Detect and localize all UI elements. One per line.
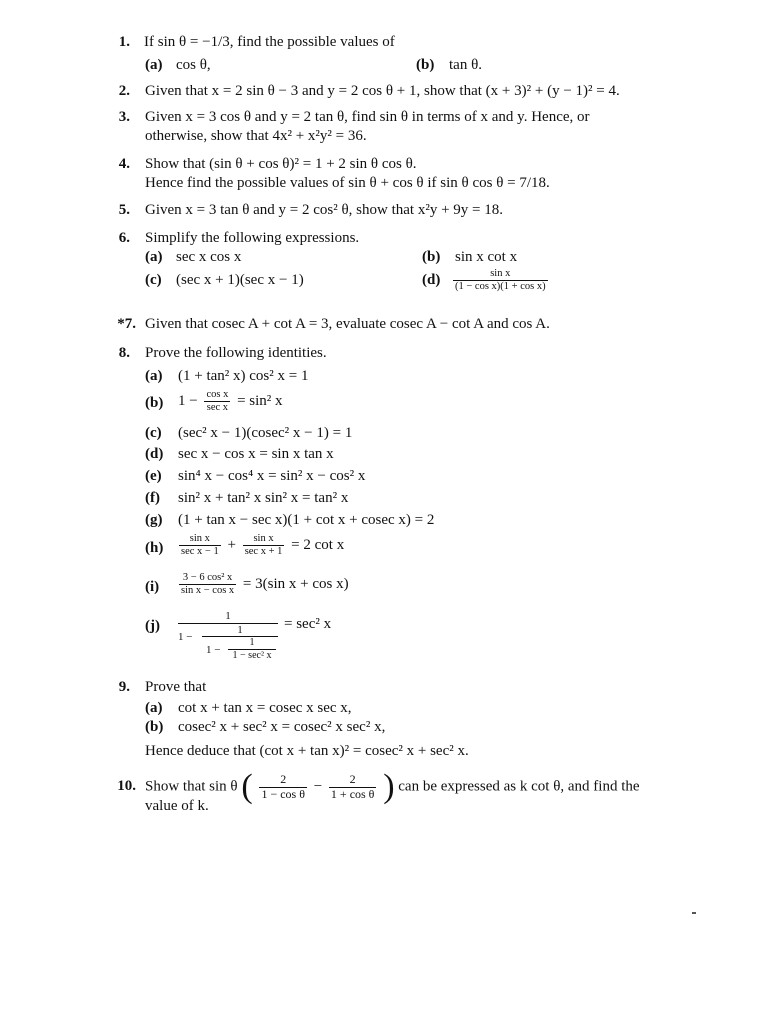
part-label: (j) [145,618,160,634]
fraction-numerator: sin x [189,533,210,544]
expr-suffix: can be expressed as k cot θ, and find the [398,778,640,795]
fraction-numerator: sin x [253,533,274,544]
part-text: cot x + tan x = cosec x sec x, [178,700,352,716]
exercise-text: Given x = 3 tan θ and y = 2 cos² θ, show that x²y + 9y = 18. [145,202,504,218]
exercise-number: 9. [118,679,130,695]
exercise-number: 3. [118,109,130,125]
left-paren: ( [241,768,253,805]
fraction-denominator: sin x − cos x [181,585,235,597]
part-label: (c) [145,425,162,441]
part-label: (g) [145,512,163,528]
fraction-denominator: sec x [204,401,230,414]
fraction-numerator: sin x [490,268,511,279]
stray-mark [692,912,696,914]
part-text: sec x − cos x = sin x tan x [178,446,334,462]
expr-suffix: = 3(sin x + cos x) [242,576,349,592]
fraction-denominator: 1 − cos θ [261,786,305,801]
part-expression [178,389,283,414]
part-expression [176,533,344,558]
part-text: sin⁴ x − cos⁴ x = sin² x − cos² x [178,468,366,484]
part-label: (b) [416,57,435,73]
exercise-text: Prove the following identities. [145,345,327,361]
exercise-text: Given that x = 2 sin θ − 3 and y = 2 cos θ + 1, show that (x + 3)² + (y − 1)² = 4. [145,83,620,99]
part-label: (a) [145,368,163,384]
exercise-text: Given that cosec A + cot A = 3, evaluate cosec A − cot A and cos A. [145,316,550,332]
exercise-number: 10. [117,778,136,794]
minus-prefix: 1 − [206,644,221,657]
fraction-numerator: 3 − 6 cos² x [182,572,233,583]
exercise-number: 2. [118,83,130,99]
right-paren: ) [383,768,395,805]
part-label: (b) [145,395,164,411]
inner-denominator: 1 − sec² x [228,649,276,662]
exercise-number: 6. [118,230,130,246]
part-label: (b) [145,719,164,735]
part-label: (d) [145,446,164,462]
fraction-denominator: sec x − 1 [181,546,219,558]
expr-suffix: = sin² x [237,393,283,409]
part-label: (h) [145,540,164,556]
exercise-number: 4. [118,156,130,172]
hence-text: Hence deduce that (cot x + tan x)² = cosec² x + sec² x. [145,743,469,759]
part-label: (i) [145,579,160,595]
minus-prefix: 1 − [178,630,193,643]
part-label: (a) [145,700,163,716]
fraction-denominator: (1 − cos x)(1 + cos x) [455,281,546,293]
part-text: (sec x + 1)(sec x − 1) [176,272,304,288]
expr-prefix: 1 − [178,393,198,409]
inner-fraction [228,637,276,661]
plus-sign: + [227,537,236,553]
part-text: tan θ. [449,57,483,73]
fraction-denominator: sec x + 1 [244,546,283,558]
part-label: (a) [145,57,163,73]
expr-suffix: = sec² x [284,616,332,632]
exercise-expression [145,770,640,804]
exercise-text-line-1: Show that (sin θ + cos θ)² = 1 + 2 sin θ cos θ. [145,156,417,172]
part-label: (d) [422,272,441,288]
fraction-numerator: 2 [349,771,356,786]
outer-denominator [178,624,296,672]
exercise-number: 8. [118,345,130,361]
exercise-text-line-2: otherwise, show that 4x² + x²y² = 36. [145,128,367,144]
outer-numerator: 1 [225,610,231,622]
fraction-denominator: 1 + cos θ [330,786,375,801]
exercise-text-line-2: Hence find the possible values of sin θ + cos θ if sin θ cos θ = 7/18. [145,175,550,191]
part-label: (b) [422,249,441,265]
expr-prefix: Show that sin θ [145,778,238,795]
middle-fraction [202,624,278,668]
exercise-number: *7. [117,316,136,332]
part-text: (1 + tan x − sec x)(1 + cot x + cosec x) = 2 [178,512,435,528]
middle-numerator: 1 [237,623,243,636]
exercise-text-line-1: Given x = 3 cos θ and y = 2 tan θ, find sin θ in terms of x and y. Hence, or [145,109,590,125]
part-expression [176,572,349,597]
fraction-numerator: 2 [280,771,287,786]
part-label: (a) [145,249,163,265]
part-text: cosec² x + sec² x = cosec² x sec² x, [178,719,386,735]
continued-fraction [178,610,296,672]
part-text: (sec² x − 1)(cosec² x − 1) = 1 [178,425,353,441]
part-text: sin x cot x [455,249,518,265]
exercise-number: 1. [118,34,130,50]
inner-numerator: 1 [249,637,255,649]
part-text: sin² x + tan² x sin² x = tan² x [178,490,349,506]
fraction-numerator: cos x [206,389,229,400]
exercise-text: If sin θ = −1/3, find the possible values of [144,34,395,50]
part-text: sec x cos x [176,249,242,265]
exercise-number: 5. [118,202,130,218]
expr-suffix: = 2 cot x [291,537,345,553]
part-text: (1 + tan² x) cos² x = 1 [178,368,309,384]
part-label: (e) [145,468,162,484]
minus-sign: − [313,778,323,795]
exercise-text: Simplify the following expressions. [145,230,360,246]
part-text: cos θ, [176,57,211,73]
part-label: (c) [145,272,162,288]
part-fraction [450,268,551,293]
exercise-text-line-2: value of k. [145,798,209,814]
exercise-text: Prove that [145,679,207,695]
middle-denominator [202,637,278,667]
part-label: (f) [145,490,160,506]
